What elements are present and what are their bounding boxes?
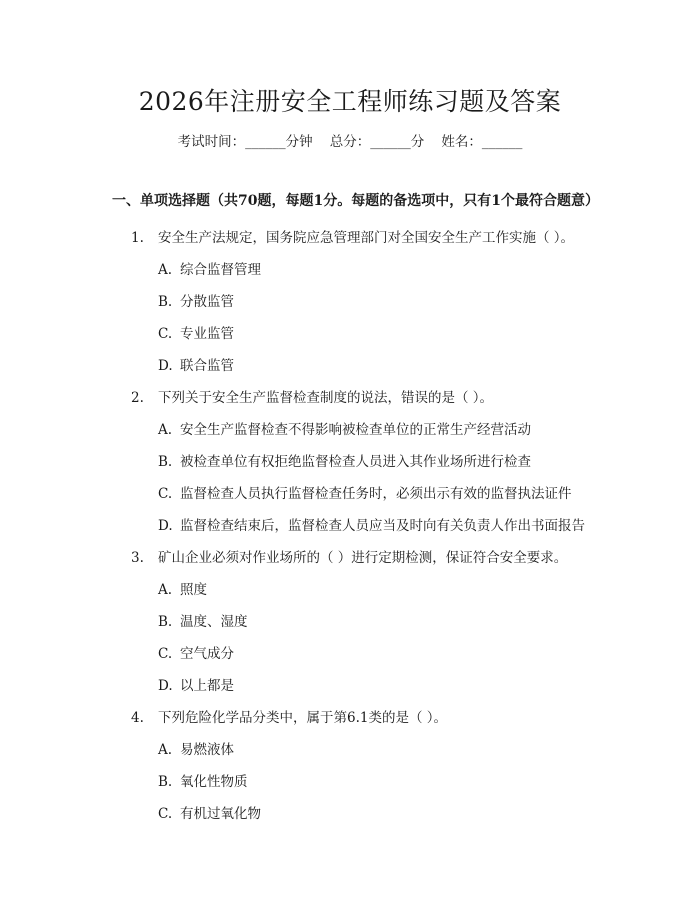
option-letter: B. [158,454,173,470]
option-2-b [158,450,531,470]
option-letter: B. [158,294,173,310]
option-text: 监督检查人员执行监督检查任务时，必须出示有效的监督执法证件 [180,486,572,502]
question-1 [131,226,574,246]
option-2-d [158,514,585,534]
option-text: 易燃液体 [180,742,234,758]
option-text: 专业监管 [180,326,234,342]
option-text: 以上都是 [180,678,234,694]
question-number: 3. [131,550,144,566]
option-1-d [158,354,234,374]
option-4-c [158,802,261,822]
option-text: 被检查单位有权拒绝监督检查人员进入其作业场所进行检查 [180,454,531,470]
option-text: 温度、湿度 [180,614,248,630]
option-letter: C. [158,326,173,342]
question-3 [131,546,567,566]
option-1-c [158,322,234,342]
option-2-c [158,482,572,502]
option-letter: B. [158,774,173,790]
question-text: 下列关于安全生产监督检查制度的说法，错误的是（ ）。 [158,390,494,406]
question-text: 矿山企业必须对作业场所的（ ）进行定期检测，保证符合安全要求。 [158,550,568,566]
option-letter: A. [158,422,173,438]
section-heading: 一、单项选择题（共70题，每题1分。每题的备选项中，只有1个最符合题意） [112,193,599,209]
option-2-a [158,418,531,438]
question-number: 2. [131,390,144,406]
option-3-a [158,578,207,598]
option-letter: B. [158,614,173,630]
option-1-b [158,290,234,310]
option-4-b [158,770,248,790]
option-3-b [158,610,248,630]
option-letter: D. [158,678,173,694]
question-number: 1. [131,230,144,246]
option-text: 有机过氧化物 [180,806,261,822]
option-3-c [158,642,234,662]
page-title: 2026年注册安全工程师练习题及答案 [138,87,562,116]
question-4 [131,706,447,726]
option-text: 监督检查结束后，监督检查人员应当及时向有关负责人作出书面报告 [180,518,585,534]
option-text: 综合监督管理 [180,262,261,278]
option-letter: D. [158,518,173,534]
option-text: 空气成分 [180,646,234,662]
option-4-a [158,738,234,758]
question-text: 安全生产法规定，国务院应急管理部门对全国安全生产工作实施（ ）。 [158,230,575,246]
option-3-d [158,674,234,694]
option-letter: C. [158,486,173,502]
option-text: 安全生产监督检查不得影响被检查单位的正常生产经营活动 [180,422,531,438]
option-text: 分散监管 [180,294,234,310]
option-letter: C. [158,646,173,662]
option-letter: A. [158,262,173,278]
exam-meta-line: 考试时间：______分钟 总分：______分 姓名：______ [177,134,523,150]
option-letter: C. [158,806,173,822]
question-text: 下列危险化学品分类中，属于第6.1类的是（ ）。 [158,710,448,726]
option-text: 联合监管 [180,358,234,374]
option-text: 氧化性物质 [180,774,248,790]
question-2 [131,386,493,406]
option-1-a [158,258,261,278]
option-letter: A. [158,582,173,598]
option-letter: D. [158,358,173,374]
option-text: 照度 [180,582,207,598]
question-number: 4. [131,710,144,726]
option-letter: A. [158,742,173,758]
